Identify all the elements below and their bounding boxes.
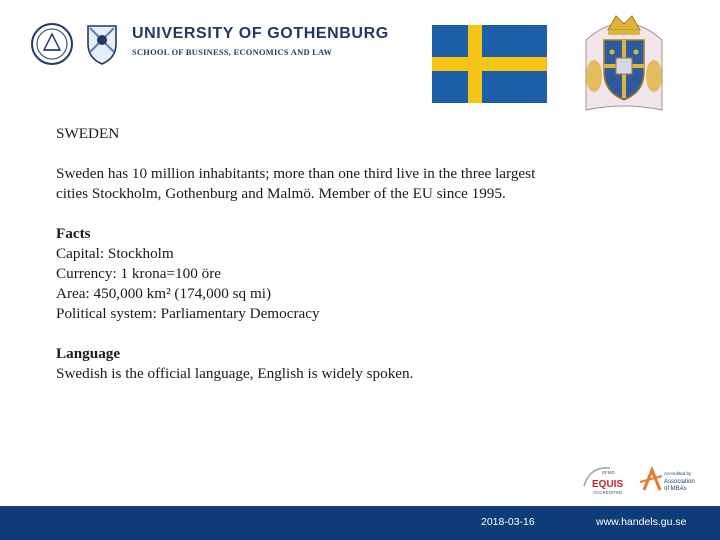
equis-badge-icon [580, 462, 630, 498]
university-shield-icon [80, 22, 124, 66]
amba-line-1: Accredited by [664, 471, 692, 476]
amba-line-3: of MBAs [664, 486, 687, 492]
accreditation-badges [580, 462, 705, 500]
coat-of-arms-icon [578, 10, 670, 122]
slide-body [56, 124, 676, 384]
footer-url[interactable]: www.handels.gu.se [596, 516, 687, 528]
fact-capital: Capital: Stockholm [56, 245, 174, 262]
equis-label: EQUIS [592, 479, 624, 490]
school-name: SCHOOL OF BUSINESS, ECONOMICS AND LAW [132, 48, 333, 57]
slide-header [0, 0, 720, 110]
university-name: UNIVERSITY OF GOTHENBURG [132, 25, 389, 42]
swedish-flag-icon [432, 25, 547, 103]
intro-line-2: cities Stockholm, Gothenburg and Malmö. Member of the EU since 1995. [56, 185, 506, 202]
language-heading: Language [56, 345, 121, 362]
facts-heading: Facts [56, 225, 91, 242]
equis-small-label: EFMD [602, 470, 615, 475]
amba-line-2: Association [664, 479, 695, 485]
intro-line-1: Sweden has 10 million inhabitants; more than one third live in the three largest [56, 165, 536, 182]
fact-political-system: Political system: Parliamentary Democracy [56, 305, 320, 322]
page-title: SWEDEN [56, 125, 120, 142]
university-seal-icon [30, 22, 74, 66]
footer-bar [0, 506, 720, 540]
university-logo [30, 22, 389, 68]
fact-area: Area: 450,000 km² (174,000 sq mi) [56, 285, 272, 302]
language-text: Swedish is the official language, English is widely spoken. [56, 365, 414, 382]
amba-badge-icon [638, 462, 704, 498]
footer-date: 2018-03-16 [481, 516, 535, 528]
fact-currency: Currency: 1 krona=100 öre [56, 265, 222, 282]
equis-accredited-label: ACCREDITED [593, 490, 623, 495]
